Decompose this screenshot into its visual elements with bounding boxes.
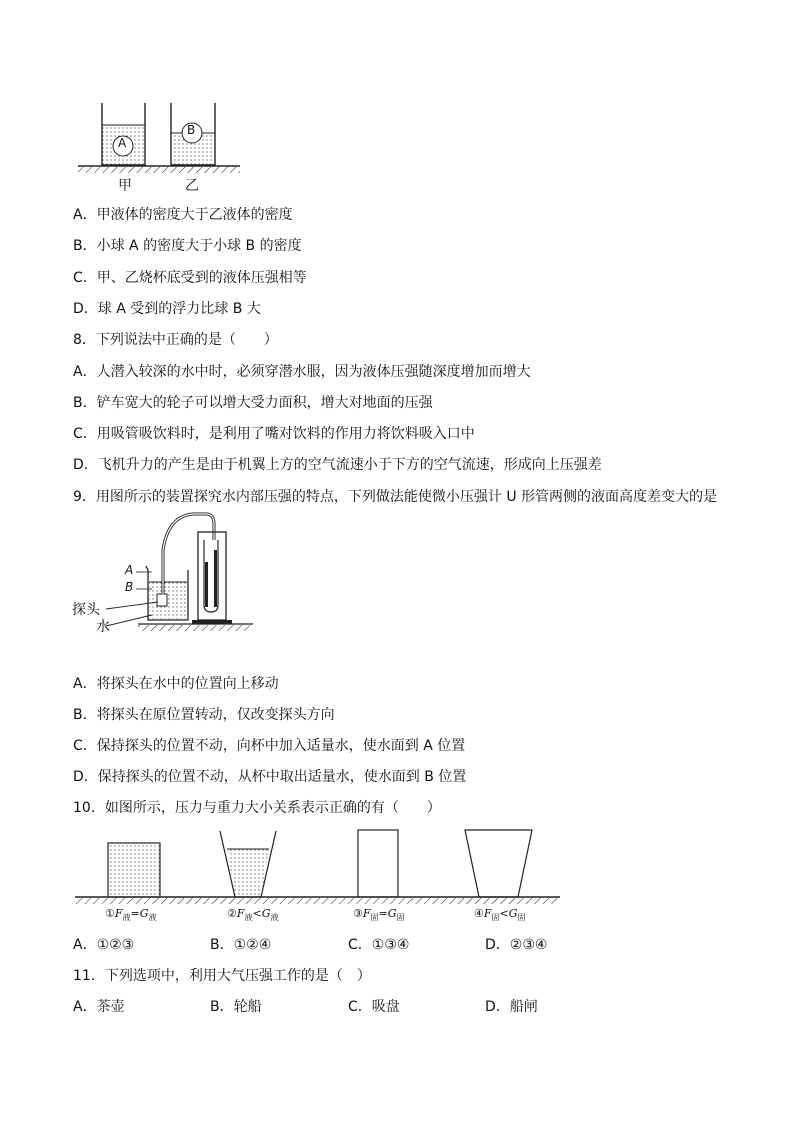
water-label: 水: [96, 619, 110, 635]
ball-b-label: B: [187, 123, 196, 137]
q11-option-a: A．茶壶: [73, 999, 125, 1015]
level-a-label: A: [125, 563, 134, 577]
figure-pressure-gauge: [68, 510, 268, 638]
q7-option-d: D．球 A 受到的浮力比球 B 大: [73, 301, 261, 317]
q7-option-b: B．小球 A 的密度大于小球 B 的密度: [73, 238, 302, 254]
q10-option-c: C．①③④: [348, 937, 410, 953]
caption-1: $①F_液=G_液$: [105, 907, 157, 923]
figure-beakers-jia-yi: [70, 95, 250, 195]
q9-option-c: C．保持探头的位置不动，向杯中加入适量水，使水面到 A 位置: [73, 738, 466, 754]
beaker-yi-label: 乙: [185, 178, 199, 194]
probe-label: 探头: [72, 602, 100, 618]
q10-option-d: D．②③④: [485, 937, 548, 953]
q9-option-b: B．将探头在原位置转动，仅改变探头方向: [73, 707, 335, 723]
q11-option-d: D．船闸: [485, 999, 538, 1015]
ball-a-label: A: [118, 136, 127, 150]
q7-option-c: C．甲、乙烧杯底受到的液体压强相等: [73, 270, 307, 286]
q9-option-a: A．将探头在水中的位置向上移动: [73, 676, 279, 692]
caption-3: $③F_固=G_固$: [353, 907, 405, 923]
q10-option-b: B．①②④: [210, 937, 272, 953]
q9-option-d: D．保持探头的位置不动，从杯中取出适量水，使水面到 B 位置: [73, 769, 467, 785]
level-b-label: B: [125, 580, 134, 594]
q11-option-b: B．轮船: [210, 999, 262, 1015]
beaker-jia-label: 甲: [118, 178, 132, 194]
q8-option-c: C．用吸管吸饮料时，是利用了嘴对饮料的作用力将饮料吸入口中: [73, 426, 475, 442]
q11-stem: 11．下列选项中，利用大气压强工作的是（ ）: [73, 968, 371, 984]
q8-option-d: D．飞机升力的产生是由于机翼上方的空气流速小于下方的空气流速，形成向上压强差: [73, 457, 602, 473]
q11-options: [73, 997, 633, 1017]
q10-options: [73, 935, 633, 955]
q10-stem: 10．如图所示，压力与重力大小关系表示正确的有（ ）: [73, 800, 441, 816]
q9-stem: 9．用图所示的装置探究水内部压强的特点，下列做法能使微小压强计 U 形管两侧的液面高度差变大的是: [73, 489, 718, 505]
containers-diagram: [70, 825, 570, 905]
q8-option-b: B．铲车宽大的轮子可以增大受力面积，增大对地面的压强: [73, 395, 433, 411]
figure-containers: [70, 825, 570, 927]
q10-option-a: A．①②③: [73, 937, 135, 953]
beakers-diagram: [70, 95, 250, 195]
caption-2: $②F_液<G_液$: [227, 907, 279, 923]
q11-option-c: C．吸盘: [348, 999, 400, 1015]
q7-option-a: A．甲液体的密度大于乙液体的密度: [73, 207, 293, 223]
caption-4: $④F_固<G_固$: [474, 907, 526, 923]
q8-option-a: A．人潜入较深的水中时，必须穿潜水服，因为液体压强随深度增加而增大: [73, 364, 531, 380]
q8-stem: 8．下列说法中正确的是（ ）: [73, 332, 278, 348]
